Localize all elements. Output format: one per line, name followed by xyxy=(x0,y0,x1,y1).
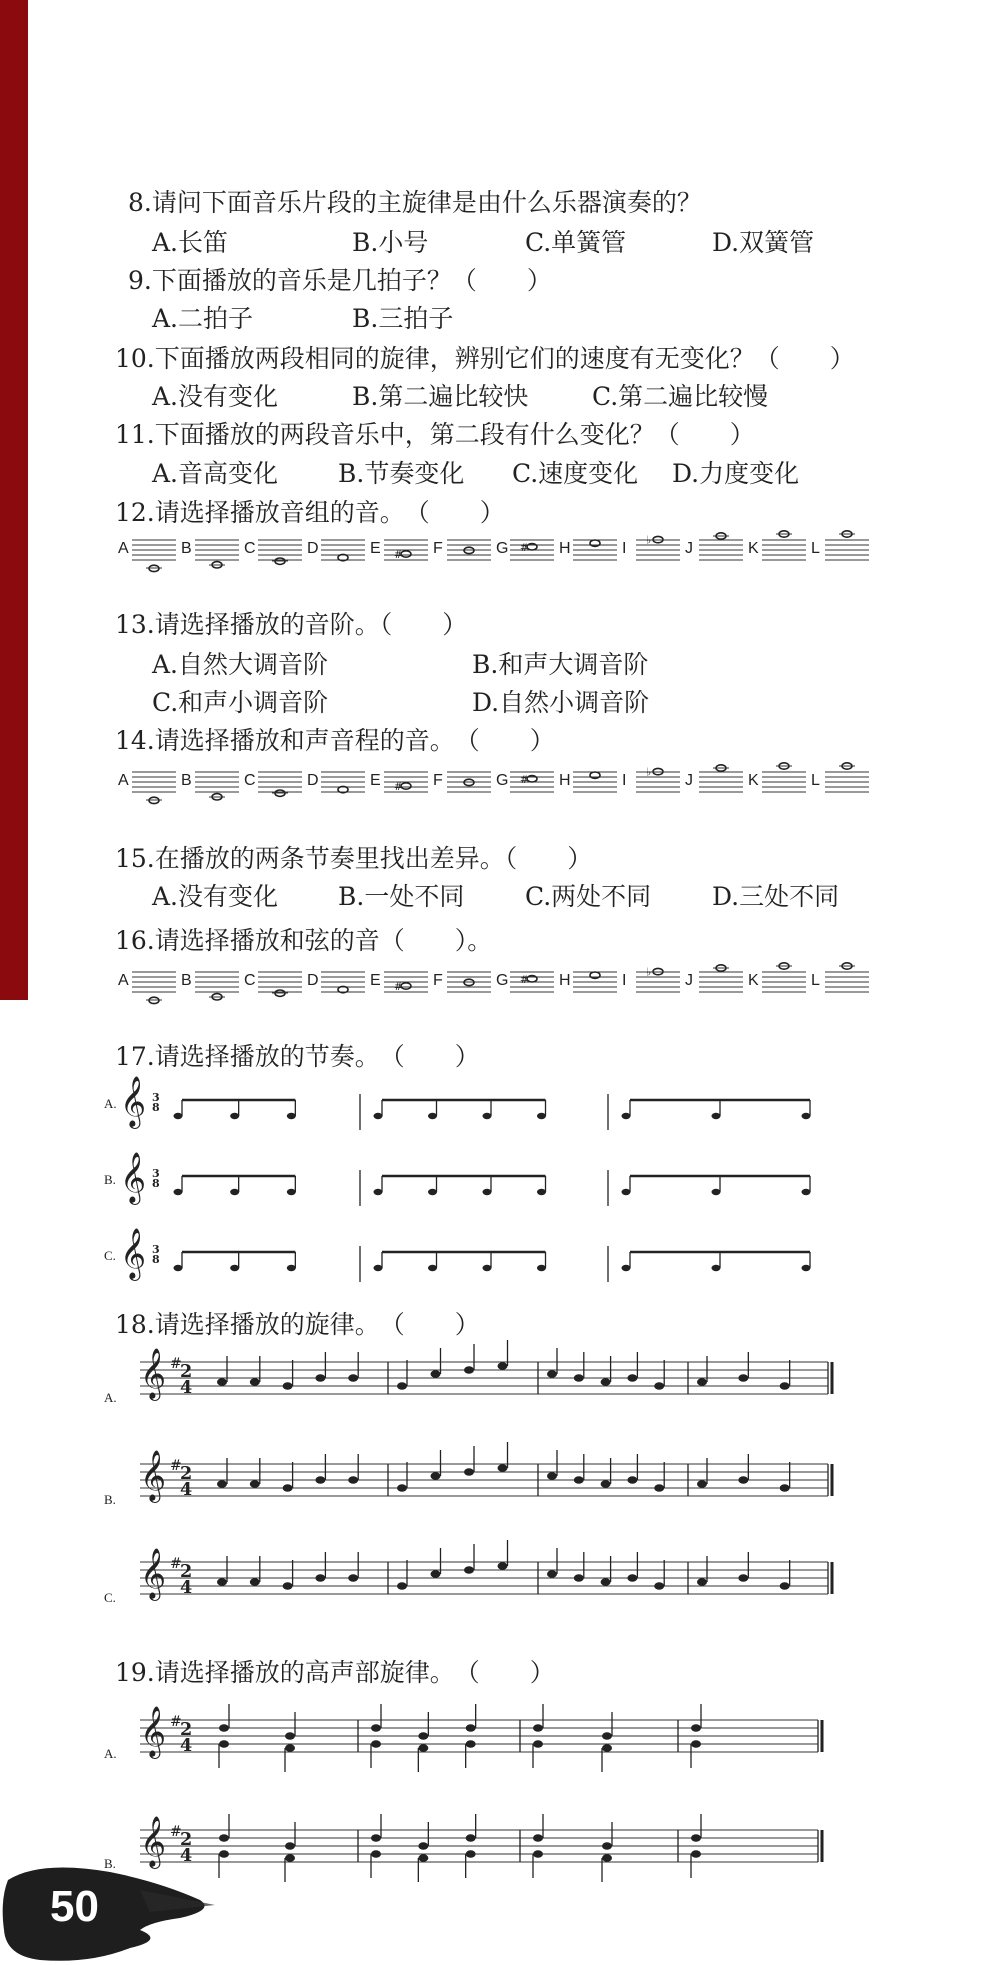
treble-clef-icon: 𝄞 xyxy=(140,1706,167,1757)
note-option-b[interactable] xyxy=(181,962,243,1008)
question-10-option-c[interactable]: C.第二遍比较慢 xyxy=(592,382,769,411)
question-18-melody-c[interactable] xyxy=(104,1538,858,1622)
note-option-label: D xyxy=(307,540,319,557)
treble-clef-icon: 𝄞 xyxy=(140,1816,167,1867)
note-option-l[interactable] xyxy=(811,530,873,576)
svg-text:♭: ♭ xyxy=(646,765,652,779)
note-option-i[interactable] xyxy=(622,762,684,808)
staff-note-glyph xyxy=(382,530,430,576)
melody-staff xyxy=(118,1538,858,1618)
svg-text:♭: ♭ xyxy=(646,965,652,979)
svg-text:#: # xyxy=(394,982,403,993)
note-option-h[interactable] xyxy=(559,762,621,808)
question-8-option-c[interactable]: C.单簧管 xyxy=(525,228,627,257)
treble-clef-icon: 𝄞 xyxy=(140,1348,167,1399)
note-option-j[interactable] xyxy=(685,762,747,808)
note-option-label: I xyxy=(622,972,627,989)
note-option-k[interactable] xyxy=(748,762,810,808)
note-option-label: F xyxy=(433,972,443,989)
question-8-option-d[interactable]: D.双簧管 xyxy=(712,228,815,257)
staff-note-glyph xyxy=(256,762,304,808)
question-15-option-d[interactable]: D.三处不同 xyxy=(712,882,840,911)
note-option-label: F xyxy=(433,772,443,789)
svg-text:♭: ♭ xyxy=(646,533,652,547)
staff-note-glyph xyxy=(319,762,367,808)
question-14-note-options xyxy=(118,762,878,808)
score-option-label: B. xyxy=(104,1856,116,1871)
note-option-c[interactable] xyxy=(244,530,306,576)
note-option-label: F xyxy=(433,540,443,557)
treble-clef-icon: 𝄞 xyxy=(120,1228,147,1279)
note-option-label: D xyxy=(307,772,319,789)
staff-note-glyph xyxy=(508,762,556,808)
treble-clef-icon: 𝄞 xyxy=(120,1076,147,1127)
note-option-label: B xyxy=(181,540,192,557)
note-option-k[interactable] xyxy=(748,530,810,576)
question-19-melody-a[interactable] xyxy=(104,1690,858,1794)
staff-note-glyph xyxy=(319,530,367,576)
question-18-stem: 18.请选择播放的旋律。 （ ） xyxy=(115,1310,480,1339)
note-option-d[interactable] xyxy=(307,762,369,808)
staff-note-glyph xyxy=(697,762,745,808)
note-option-label: E xyxy=(370,972,381,989)
svg-text:3: 3 xyxy=(152,1091,160,1104)
svg-text:#: # xyxy=(170,1714,182,1730)
svg-text:2: 2 xyxy=(180,1361,193,1382)
score-option-label: A. xyxy=(104,1390,117,1405)
question-14-stem: 14.请选择播放和声音程的音。 （ ） xyxy=(115,726,555,755)
staff-note-glyph xyxy=(823,530,871,576)
note-option-label: K xyxy=(748,540,759,557)
note-option-f[interactable] xyxy=(433,962,495,1008)
score-option-label: A. xyxy=(104,1746,117,1761)
question-11-option-c[interactable]: C.速度变化 xyxy=(512,459,639,488)
staff-note-glyph xyxy=(256,962,304,1008)
note-option-label: L xyxy=(811,772,820,789)
staff-note-glyph xyxy=(760,762,808,808)
note-option-label: A xyxy=(118,772,129,789)
staff-note-glyph xyxy=(445,762,493,808)
note-option-g[interactable] xyxy=(496,762,558,808)
score-option-label: B. xyxy=(104,1172,116,1187)
question-13-option-d[interactable]: D.自然小调音阶 xyxy=(472,688,650,717)
note-option-b[interactable] xyxy=(181,530,243,576)
staff-note-glyph xyxy=(445,962,493,1008)
svg-text:8: 8 xyxy=(152,1101,160,1114)
note-option-a[interactable] xyxy=(118,530,180,576)
question-13-option-b[interactable]: B.和声大调音阶 xyxy=(472,650,649,679)
treble-clef-icon: 𝄞 xyxy=(140,1548,167,1599)
note-option-g[interactable] xyxy=(496,962,558,1008)
rhythm-staff xyxy=(118,1228,878,1290)
note-option-label: C xyxy=(244,772,256,789)
staff-note-glyph xyxy=(697,530,745,576)
staff-note-glyph xyxy=(508,530,556,576)
note-option-a[interactable] xyxy=(118,762,180,808)
note-option-h[interactable] xyxy=(559,962,621,1008)
question-10-option-a[interactable]: A.没有变化 xyxy=(152,382,279,411)
svg-text:#: # xyxy=(520,974,529,986)
note-option-label: J xyxy=(685,540,693,557)
note-option-f[interactable] xyxy=(433,530,495,576)
question-10-option-b[interactable]: B.第二遍比较快 xyxy=(352,382,529,411)
note-option-h[interactable] xyxy=(559,530,621,576)
note-option-i[interactable] xyxy=(622,962,684,1008)
staff-note-glyph xyxy=(382,962,430,1008)
question-19-melody-b[interactable] xyxy=(104,1800,858,1904)
two-part-staff xyxy=(118,1690,858,1790)
staff-note-glyph xyxy=(571,530,619,576)
note-option-label: J xyxy=(685,772,693,789)
question-11-stem: 11.下面播放的两段音乐中，第二段有什么变化？（ ） xyxy=(115,420,755,449)
staff-note-glyph xyxy=(445,530,493,576)
staff-note-glyph xyxy=(256,530,304,576)
staff-note-glyph xyxy=(571,962,619,1008)
note-option-i[interactable] xyxy=(622,530,684,576)
svg-text:4: 4 xyxy=(180,1845,193,1866)
score-option-label: B. xyxy=(104,1492,116,1507)
svg-text:#: # xyxy=(170,1356,182,1372)
staff-note-glyph xyxy=(697,962,745,1008)
score-option-label: A. xyxy=(104,1096,117,1111)
question-12-note-options xyxy=(118,530,878,576)
staff-note-glyph xyxy=(634,762,682,808)
svg-text:2: 2 xyxy=(180,1719,193,1740)
svg-text:3: 3 xyxy=(152,1243,160,1256)
rhythm-staff xyxy=(118,1076,878,1138)
question-19-stem: 19.请选择播放的高声部旋律。 （ ） xyxy=(115,1658,555,1687)
staff-note-glyph xyxy=(382,762,430,808)
svg-text:8: 8 xyxy=(152,1177,160,1190)
question-15-stem: 15.在播放的两条节奏里找出差异。（ ） xyxy=(115,844,593,873)
svg-text:4: 4 xyxy=(180,1479,193,1500)
question-12-stem: 12.请选择播放音组的音。 （ ） xyxy=(115,498,505,527)
note-option-label: I xyxy=(622,772,627,789)
question-9-option-a[interactable]: A.二拍子 xyxy=(152,304,254,333)
svg-text:4: 4 xyxy=(180,1735,193,1756)
note-option-a[interactable] xyxy=(118,962,180,1008)
question-15-option-b[interactable]: B.一处不同 xyxy=(338,882,465,911)
note-option-l[interactable] xyxy=(811,762,873,808)
staff-note-glyph xyxy=(571,762,619,808)
question-13-stem: 13.请选择播放的音阶。（ ） xyxy=(115,610,468,639)
svg-text:4: 4 xyxy=(180,1377,193,1398)
question-8-option-b[interactable]: B.小号 xyxy=(352,228,429,257)
svg-text:#: # xyxy=(394,550,403,561)
svg-text:#: # xyxy=(170,1458,182,1474)
svg-text:8: 8 xyxy=(152,1253,160,1266)
note-option-f[interactable] xyxy=(433,762,495,808)
svg-text:2: 2 xyxy=(180,1561,193,1582)
note-option-label: G xyxy=(496,540,509,557)
note-option-label: H xyxy=(559,540,571,557)
note-option-label: B xyxy=(181,972,192,989)
note-option-g[interactable] xyxy=(496,530,558,576)
svg-text:#: # xyxy=(394,782,403,793)
staff-note-glyph xyxy=(760,530,808,576)
question-11-option-d[interactable]: D.力度变化 xyxy=(672,459,800,488)
staff-note-glyph xyxy=(823,762,871,808)
staff-note-glyph xyxy=(634,962,682,1008)
note-option-e[interactable] xyxy=(370,530,432,576)
note-option-label: E xyxy=(370,772,381,789)
note-option-label: H xyxy=(559,972,571,989)
page-number-badge xyxy=(0,1860,220,1965)
staff-note-glyph xyxy=(319,962,367,1008)
note-option-label: B xyxy=(181,772,192,789)
question-13-option-a[interactable]: A.自然大调音阶 xyxy=(152,650,329,679)
note-option-c[interactable] xyxy=(244,962,306,1008)
staff-note-glyph xyxy=(634,530,682,576)
svg-text:3: 3 xyxy=(152,1167,160,1180)
question-18-melody-a[interactable] xyxy=(104,1338,858,1422)
note-option-j[interactable] xyxy=(685,962,747,1008)
question-18-melody-b[interactable] xyxy=(104,1440,858,1524)
question-13-option-c[interactable]: C.和声小调音阶 xyxy=(152,688,329,717)
staff-note-glyph xyxy=(823,962,871,1008)
staff-note-glyph xyxy=(508,962,556,1008)
note-option-label: A xyxy=(118,972,129,989)
svg-text:4: 4 xyxy=(180,1577,193,1598)
note-option-label: A xyxy=(118,540,129,557)
svg-text:#: # xyxy=(520,774,529,786)
staff-note-glyph xyxy=(193,962,241,1008)
question-16-note-options xyxy=(118,962,878,1008)
question-15-option-a[interactable]: A.没有变化 xyxy=(152,882,279,911)
note-option-label: J xyxy=(685,972,693,989)
question-17-rhythm-a[interactable] xyxy=(104,1076,878,1142)
staff-note-glyph xyxy=(130,530,178,576)
staff-note-glyph xyxy=(193,530,241,576)
note-option-l[interactable] xyxy=(811,962,873,1008)
two-part-staff xyxy=(118,1800,858,1900)
rhythm-staff xyxy=(118,1152,878,1214)
note-option-e[interactable] xyxy=(370,962,432,1008)
note-option-label: E xyxy=(370,540,381,557)
question-11-option-b[interactable]: B.节奏变化 xyxy=(338,459,465,488)
note-option-label: H xyxy=(559,772,571,789)
question-8-stem: 8.请问下面音乐片段的主旋律是由什么乐器演奏的？ xyxy=(128,188,702,217)
note-option-b[interactable] xyxy=(181,762,243,808)
note-option-label: L xyxy=(811,972,820,989)
staff-note-glyph xyxy=(193,762,241,808)
ink-brush-blot xyxy=(0,1860,220,1965)
question-15-option-c[interactable]: C.两处不同 xyxy=(525,882,652,911)
staff-note-glyph xyxy=(130,762,178,808)
question-11-option-a[interactable]: A.音高变化 xyxy=(152,459,279,488)
note-option-label: K xyxy=(748,772,759,789)
note-option-label: K xyxy=(748,972,759,989)
note-option-label: I xyxy=(622,540,627,557)
melody-staff xyxy=(118,1440,858,1520)
staff-note-glyph xyxy=(760,962,808,1008)
svg-text:#: # xyxy=(520,542,529,554)
question-9-option-b[interactable]: B.三拍子 xyxy=(352,304,454,333)
svg-text:#: # xyxy=(170,1824,182,1840)
note-option-label: C xyxy=(244,540,256,557)
note-option-label: G xyxy=(496,972,509,989)
note-option-e[interactable] xyxy=(370,762,432,808)
note-option-d[interactable] xyxy=(307,962,369,1008)
score-option-label: C. xyxy=(104,1590,116,1605)
question-16-stem: 16.请选择播放和弦的音（ ）。 xyxy=(115,926,493,955)
svg-text:2: 2 xyxy=(180,1829,193,1850)
treble-clef-icon: 𝄞 xyxy=(120,1152,147,1203)
treble-clef-icon: 𝄞 xyxy=(140,1450,167,1501)
note-option-k[interactable] xyxy=(748,962,810,1008)
note-option-label: G xyxy=(496,772,509,789)
page-number: 50 xyxy=(50,1882,99,1931)
question-8-option-a[interactable]: A.长笛 xyxy=(152,228,229,257)
note-option-j[interactable] xyxy=(685,530,747,576)
melody-staff xyxy=(118,1338,858,1418)
staff-note-glyph xyxy=(130,962,178,1008)
question-9-stem: 9.下面播放的音乐是几拍子？（ ） xyxy=(128,266,552,295)
score-option-label: C. xyxy=(104,1248,116,1263)
note-option-d[interactable] xyxy=(307,530,369,576)
note-option-label: D xyxy=(307,972,319,989)
question-10-stem: 10.下面播放两段相同的旋律，辨别它们的速度有无变化？（ ） xyxy=(115,344,855,373)
svg-text:#: # xyxy=(170,1556,182,1572)
note-option-label: L xyxy=(811,540,820,557)
question-17-rhythm-b[interactable] xyxy=(104,1152,878,1218)
note-option-c[interactable] xyxy=(244,762,306,808)
question-17-rhythm-c[interactable] xyxy=(104,1228,878,1294)
svg-text:2: 2 xyxy=(180,1463,193,1484)
note-option-label: C xyxy=(244,972,256,989)
question-17-stem: 17.请选择播放的节奏。 （ ） xyxy=(115,1042,480,1071)
